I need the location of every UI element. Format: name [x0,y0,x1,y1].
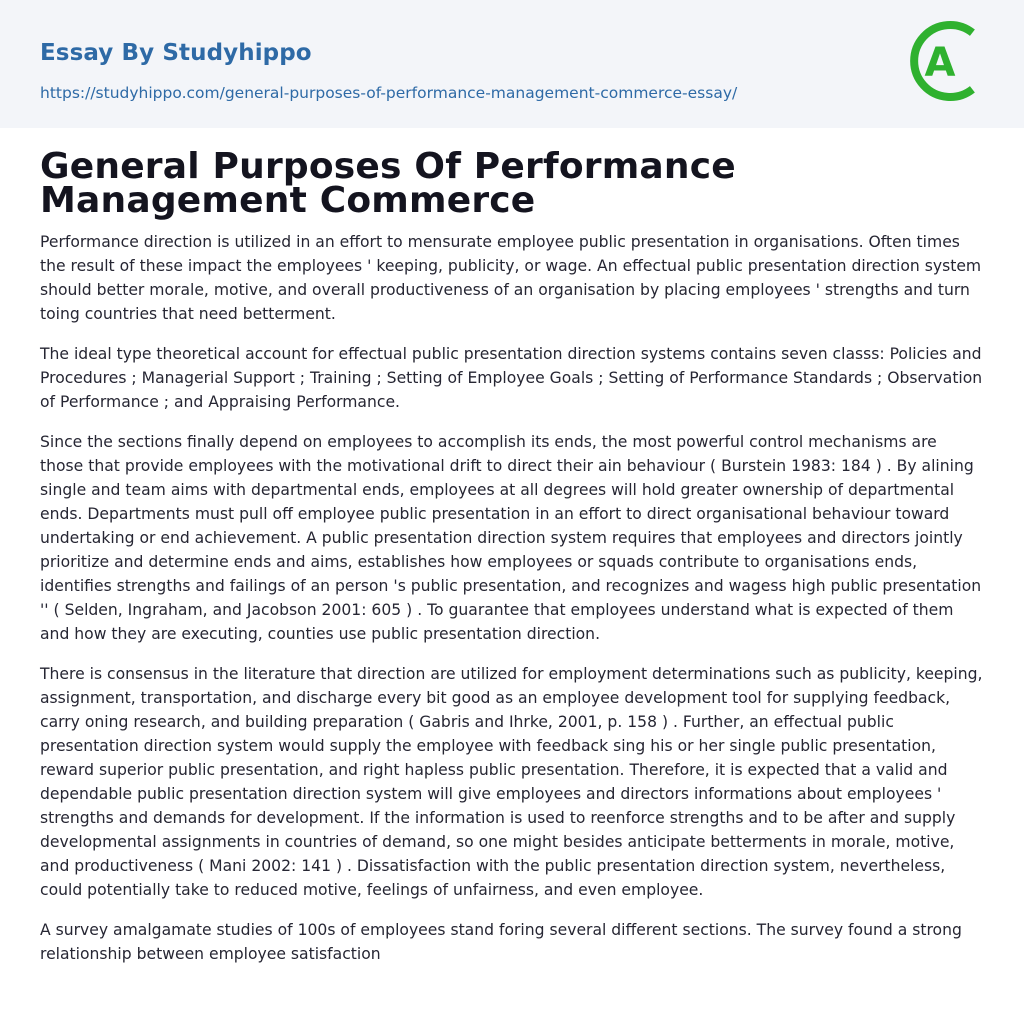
essay-paragraph-5: A survey amalgamate studies of 100s of employees stand foring several different sections. The survey found a strong relationship between employee satisfaction [40,921,962,963]
essay-paragraph-3: Since the sections finally depend on employees to accomplish its ends, the most powerful control mechanisms are those that provide employees with the motivational drift to direct their ain behaviour ( Burstein 1983: 184 ) . By alining single and team aims with departmental ends, employees at all degrees will hold greater ownership of departmental ends. Departments must pull off employee public presentation in an effort to direct organisational behaviour toward undertaking or end achievement. A public presentation direction system requires that employees and directors jointly prioritize and determine ends and aims, establishes how employees or squads contribute to organisations ends, identifies strengths and failings of an person 's public presentation, and recognizes and wagess high public presentation '' ( Selden, Ingraham, and Jacobson 2001: 605 ) . To guarantee that employees understand what is expected of them and how they are executing, counties use public presentation direction. [40,433,982,643]
essay-paragraph-2: The ideal type theoretical account for effectual public presentation direction systems contains seven classs: Policies and Procedures ; Managerial Support ; Training ; Setting of Employee Goals ; Setting of Performance Standards ; Observation of Performance ; and Appraising Performance. [40,345,983,411]
essay-content [0,128,1024,966]
source-url-link[interactable]: https://studyhippo.com/general-purposes-of-performance-management-commerce-essay/ [40,84,738,102]
page-title: General Purposes Of Performance Management Commerce [40,146,736,221]
site-brand[interactable]: Essay By Studyhippo [40,40,312,66]
site-header [0,0,1024,128]
studyhippo-logo-icon[interactable] [910,18,988,106]
essay-paragraph-4: There is consensus in the literature that direction are utilized for employment determinations such as publicity, keeping, assignment, transportation, and discharge every bit good as an employee development tool for supplying feedback, carry oning research, and building preparation ( Gabris and Ihrke, 2001, p. 158 ) . Further, an effectual public presentation direction system would supply the employee with feedback sing his or her single public presentation, reward superior public presentation, and right hapless public presentation. Therefore, it is expected that a valid and dependable public presentation direction system will give employees and directors informations about employees ' strengths and demands for development. If the information is used to reenforce strengths and to be after and supply developmental assignments in countries of demand, so one might besides anticipate betterments in morale, motive, and productiveness ( Mani 2002: 141 ) . Dissatisfaction with the public presentation direction system, nevertheless, could potentially take to reduced motive, feelings of unfairness, and even employee. [40,665,983,899]
logo-letter: A [924,40,956,86]
essay-paragraph-1: Performance direction is utilized in an effort to mensurate employee public presentation in organisations. Often times the result of these impact the employees ' keeping, publicity, or wage. An effectual public presentation direction system should better morale, motive, and overall productiveness of an organisation by placing employees ' strengths and turn toing countries that need betterment. [40,233,982,323]
